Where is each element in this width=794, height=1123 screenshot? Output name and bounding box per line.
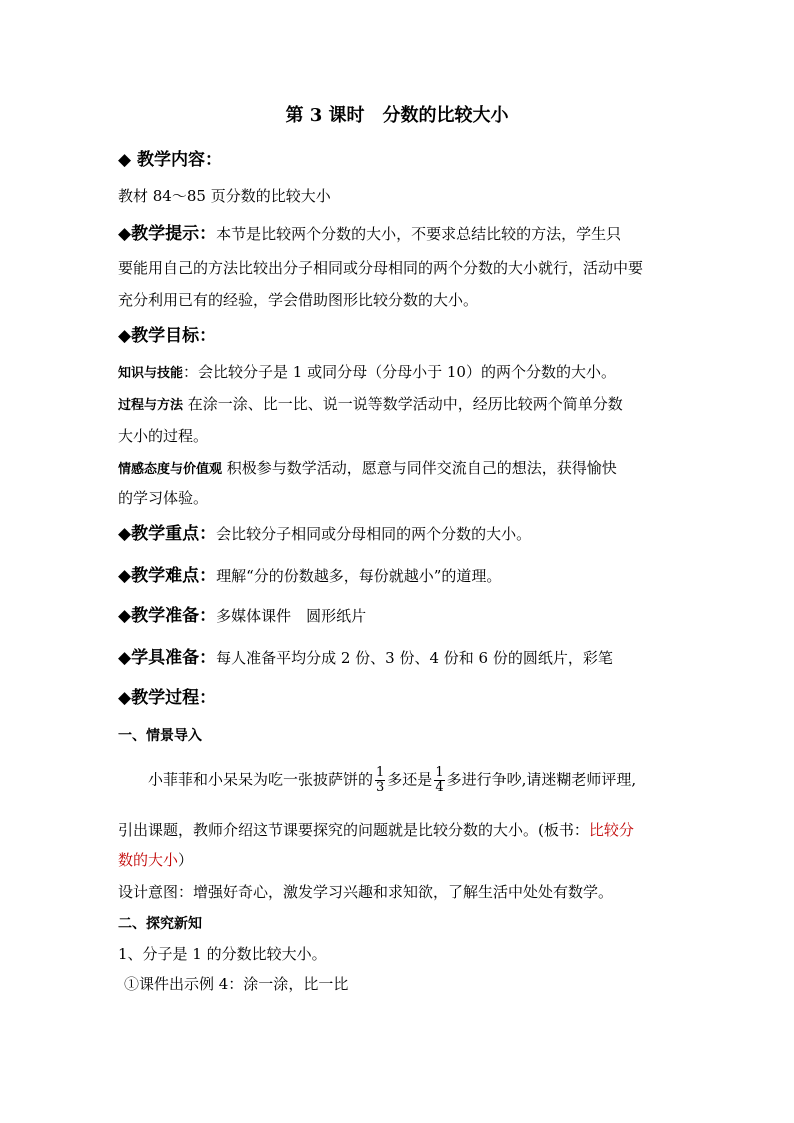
intro-text-a: 小菲菲和小呆呆为吃一张披萨饼的 <box>148 770 374 789</box>
student-prep-text: 每人准备平均分成 2 份、3 份、4 份和 6 份的圆纸片，彩笔 <box>216 649 613 667</box>
intro-text-b: 多还是 <box>387 770 433 789</box>
goal-knowledge <box>118 362 616 384</box>
heading-goals: ◆教学目标： <box>118 326 217 346</box>
teaching-prep <box>118 606 366 626</box>
goal-process-label: 过程与方法 <box>118 398 184 413</box>
intro-paragraph-line-2 <box>118 820 634 840</box>
tips-line-2: 要能用自己的方法比较出分子相同或分母相同的两个分数的大小就行，活动中要 <box>118 259 644 277</box>
goal-attitude <box>118 458 617 480</box>
intro-paragraph-line-1 <box>148 766 636 795</box>
page-title: 第 3 课时 分数的比较大小 <box>285 105 509 126</box>
intro-text-e: ） <box>178 851 194 869</box>
intro-paragraph-line-3 <box>118 850 193 870</box>
goal-process-text-2: 大小的过程。 <box>118 427 209 445</box>
key-point <box>118 524 531 544</box>
difficulty-point <box>118 566 501 586</box>
heading-tips: ◆教学提示： <box>118 224 217 244</box>
difficulty-text: 理解“分的份数越多，每份就越小”的道理。 <box>216 567 502 585</box>
board-text-1: 比较分 <box>588 821 634 839</box>
item-1: 1、分子是 1 的分数比较大小。 <box>118 945 327 963</box>
goal-attitude-text-1: 积极参与数学活动，愿意与同伴交流自己的想法，获得愉快 <box>222 459 617 477</box>
goal-process-text-1: 在涂一涂、比一比、说一说等数学活动中，经历比较两个简单分数 <box>183 395 623 413</box>
goal-attitude-label: 情感态度与价值观 <box>118 462 223 477</box>
board-text-2: 数的大小 <box>118 851 179 869</box>
part2-title: 二、探究新知 <box>118 916 202 932</box>
item-1-sub: ①课件出示例 4：涂一涂，比一比 <box>124 975 349 993</box>
heading-key: ◆教学重点： <box>118 524 217 544</box>
goal-process <box>118 394 623 416</box>
intro-text-c: 多进行争吵,请迷糊老师评理, <box>446 770 637 789</box>
part1-title: 一、情景导入 <box>118 728 202 744</box>
tips-line-1 <box>118 224 621 244</box>
student-prep <box>118 648 613 668</box>
intro-text-d: 引出课题，教师介绍这节课要探究的问题就是比较分数的大小。(板书： <box>118 821 589 839</box>
fraction-one-quarter: $\frac{1}{4}$ <box>435 765 444 795</box>
goal-knowledge-label: 知识与技能 <box>118 366 184 381</box>
goal-attitude-text-2: 的学习体验。 <box>118 489 209 507</box>
goal-knowledge-text: ：会比较分子是 1 或同分母（分母小于 10）的两个分数的大小。 <box>183 363 616 381</box>
heading-content: ◆ 教学内容： <box>118 150 222 170</box>
key-text: 会比较分子相同或分母相同的两个分数的大小。 <box>216 525 532 543</box>
heading-difficulty: ◆教学难点： <box>118 566 217 586</box>
heading-process: ◆教学过程： <box>118 688 217 708</box>
prep-text: 多媒体课件 圆形纸片 <box>216 607 367 625</box>
content-text: 教材 84～85 页分数的比较大小 <box>118 187 331 205</box>
fraction-one-third: $\frac{1}{3}$ <box>376 765 385 795</box>
tips-line-3: 充分利用已有的经验，学会借助图形比较分数的大小。 <box>118 291 479 309</box>
tips-text-1: 本节是比较两个分数的大小，不要求总结比较的方法，学生只 <box>216 225 622 243</box>
design-intent: 设计意图：增强好奇心，激发学习兴趣和求知欲，了解生活中处处有数学。 <box>118 883 614 901</box>
heading-student-prep: ◆学具准备： <box>118 648 217 668</box>
heading-prep: ◆教学准备： <box>118 606 217 626</box>
